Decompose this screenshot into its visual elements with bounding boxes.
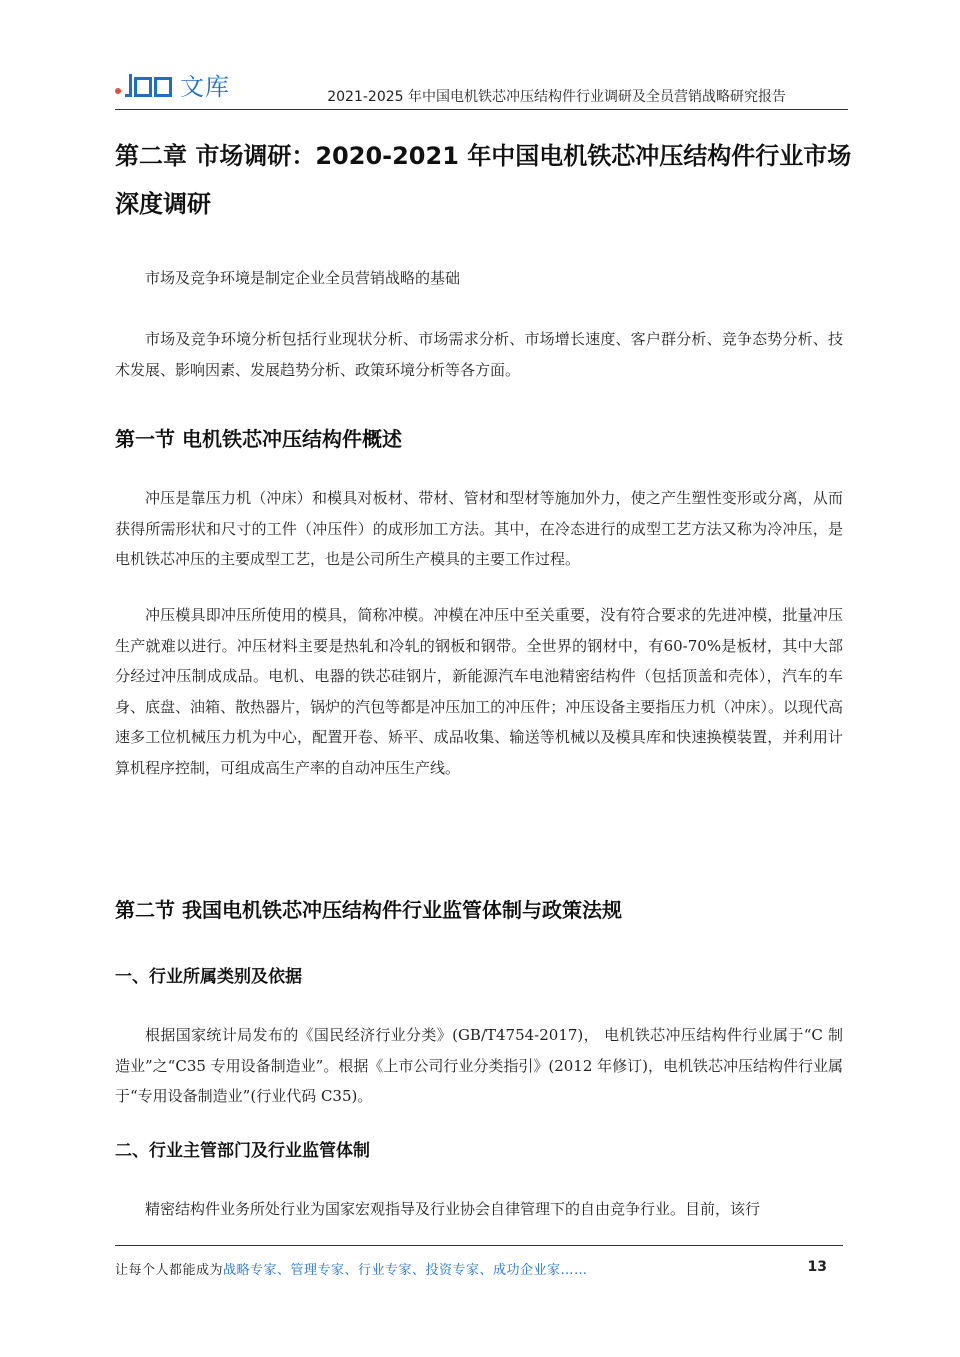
section-1-title: 第一节 电机铁芯冲压结构件概述: [115, 427, 402, 451]
intro-paragraph-1: 市场及竞争环境是制定企业全员营销战略的基础: [145, 269, 461, 287]
footer-divider: [115, 1245, 843, 1246]
header-divider: [115, 109, 848, 110]
page-number: 13: [807, 1259, 827, 1275]
section-1-paragraph-2: 冲压模具即冲压所使用的模具，简称冲模。冲模在冲压中至关重要，没有符合要求的先进冲模，批量冲压生产就难以进行。冲压材料主要是热轧和冷轧的钢板和钢带。全世界的钢材中，有60-70%是板材，其中大部分经过冲压制成成品。电机、电器的铁芯硅钢片，新能源汽车电池精密结构件（包括顶盖和壳体），汽车的车身、底盘、油箱、散热器片，锅炉的汽包等都是冲压加工的冲压件；冲压设备主要指压力机（冲床）。以现代高速多工位机械压力机为中心，配置开卷、矫平、成品收集、输送等机械以及模具库和快速换模装置，并利用计算机程序控制，可组成高生产率的自动冲压生产线。: [115, 606, 843, 777]
section-2-title: 第二节 我国电机铁芯冲压结构件行业监管体制与政策法规: [115, 898, 622, 922]
page-header: [115, 64, 848, 110]
logo-text: 文库: [180, 72, 230, 101]
chapter-title: 第二章 市场调研：2020-2021 年中国电机铁芯冲压结构件行业市场深度调研: [115, 142, 852, 218]
report-title: 2021-2025 年中国电机铁芯冲压结构件行业调研及全员营销战略研究报告: [327, 89, 786, 105]
logo-mark-icon: [125, 71, 174, 97]
logo-dot-icon: [115, 88, 121, 94]
footer-slogan: [115, 1259, 588, 1278]
logo: [115, 68, 230, 100]
subsection-2-title: 二、行业主管部门及行业监管体制: [115, 1141, 370, 1161]
intro-paragraph-2: 市场及竞争环境分析包括行业现状分析、市场需求分析、市场增长速度、客户群分析、竞争态势分析、技术发展、影响因素、发展趋势分析、政策环境分析等各方面。: [115, 330, 843, 379]
subsection-1-paragraph: 根据国家统计局发布的《国民经济行业分类》(GB/T4754-2017)， 电机铁芯冲压结构件行业属于“C 制造业”之“C35 专用设备制造业”。根据《上市公司行业分类指引》(2012 年修订)，电机铁芯冲压结构件行业属于“专用设备制造业”(行业代码 C35)。: [115, 1026, 843, 1105]
footer-slogan-prefix: 让每个人都能成为: [115, 1263, 224, 1278]
subsection-1-title: 一、行业所属类别及依据: [115, 967, 302, 987]
subsection-2-paragraph: 精密结构件业务所处行业为国家宏观指导及行业协会自律管理下的自由竞争行业。目前，该行: [145, 1200, 761, 1218]
section-1-paragraph-1: 冲压是靠压力机（冲床）和模具对板材、带材、管材和型材等施加外力，使之产生塑性变形或分离，从而获得所需形状和尺寸的工件（冲压件）的成形加工方法。其中，在冷态进行的成型工艺方法又称为冷冲压，是电机铁芯冲压的主要成型工艺，也是公司所生产模具的主要工作过程。: [115, 489, 843, 568]
footer-slogan-highlight: 战略专家、管理专家、行业专家、投资专家、成功企业家……: [223, 1263, 588, 1278]
